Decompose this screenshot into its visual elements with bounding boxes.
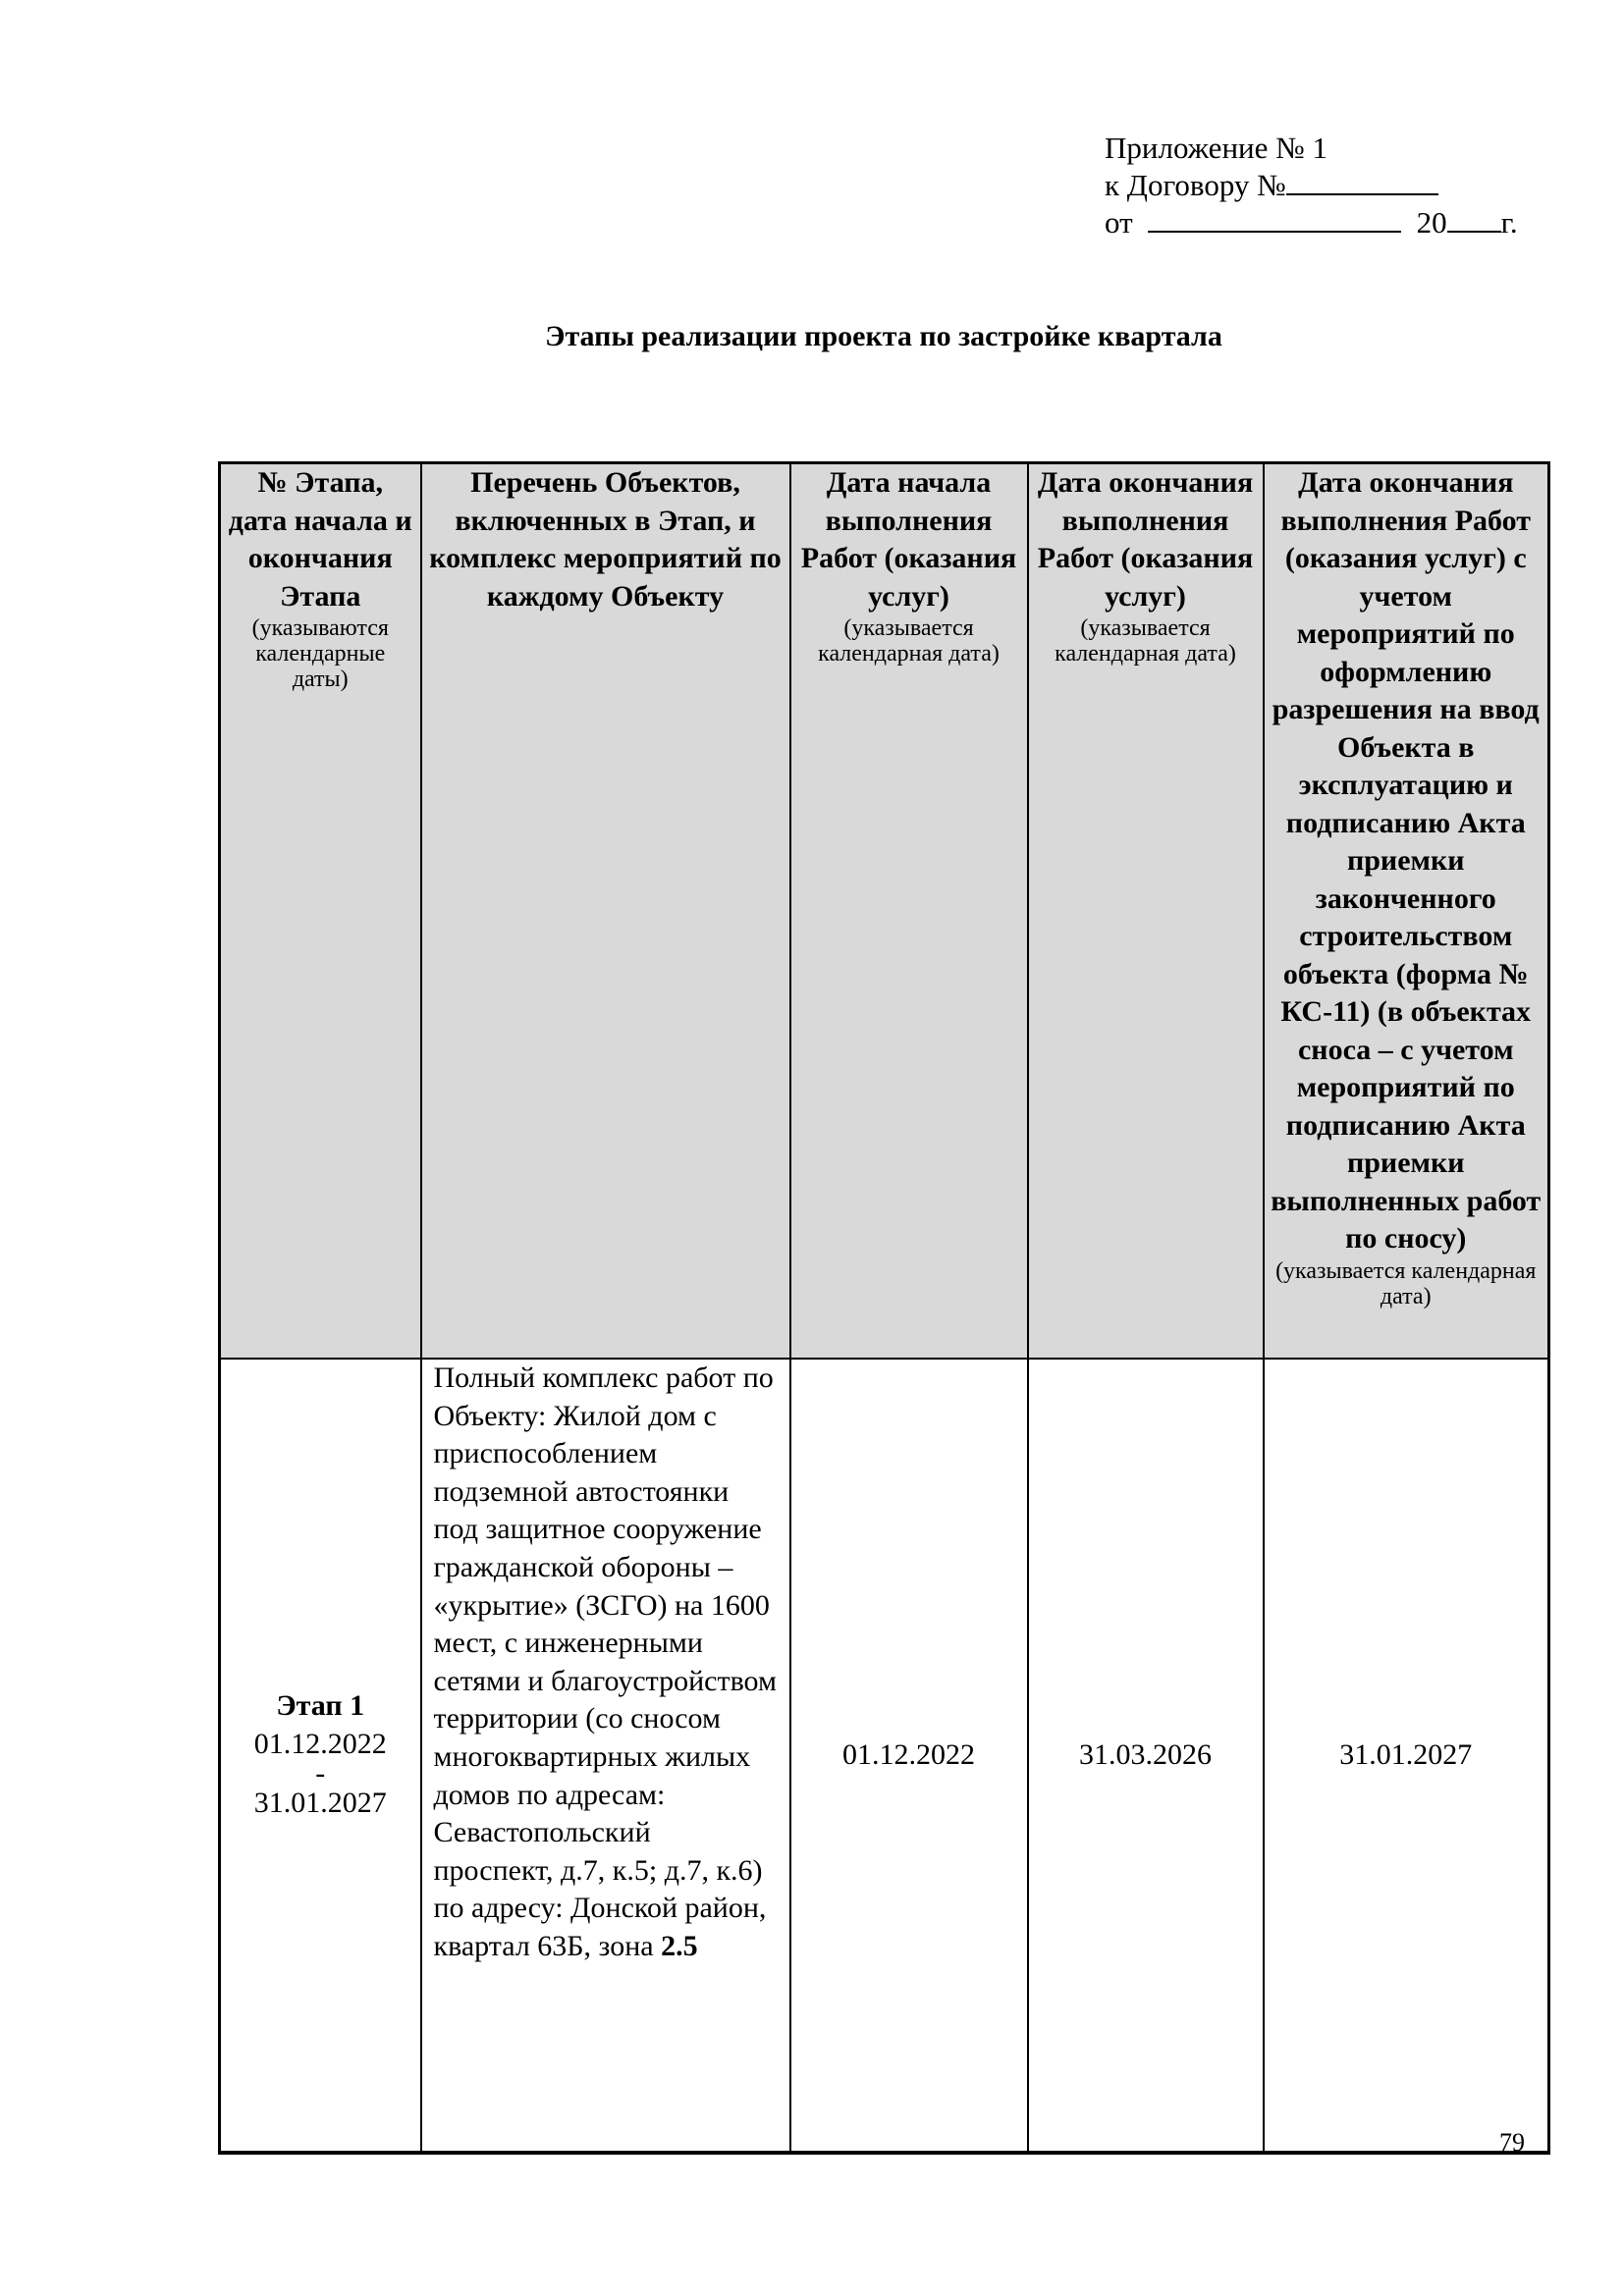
cell-objects (421, 1359, 790, 2153)
contract-number-blank (1286, 168, 1438, 195)
stage-end: 31.01.2027 (253, 1787, 387, 1820)
cell-final-date: 31.01.2027 (1264, 1359, 1549, 2153)
date-blank (1148, 205, 1401, 233)
header-stage-title: № Этапа, дата начала и окончания Этапа (228, 466, 412, 613)
annex-line-3 (1105, 204, 1518, 241)
header-final-date (1264, 463, 1549, 1360)
annex-line-1: Приложение № 1 (1105, 131, 1327, 165)
table-header-row (220, 463, 1549, 1360)
header-final-date-hint: (указывается календарная дата) (1275, 1257, 1537, 1309)
header-objects-title: Перечень Объектов, включенных в Этап, и комплекс мероприятий по каждому Объекту (429, 466, 782, 613)
year-blank (1447, 205, 1501, 233)
header-stage (220, 463, 421, 1360)
year-suffix: г. (1500, 205, 1518, 240)
page-number: 79 (1499, 2128, 1525, 2157)
stage-label: Этап 1 (276, 1689, 365, 1723)
objects-zone: 2.5 (661, 1929, 698, 1962)
header-start-date-hint: (указывается календарная дата) (818, 615, 1000, 667)
header-end-date-hint: (указывается календарная дата) (1055, 615, 1236, 667)
cell-start-date: 01.12.2022 (790, 1359, 1028, 2153)
header-objects (421, 463, 790, 1360)
annex-header (1105, 130, 1518, 241)
contract-number-label: к Договору № (1105, 168, 1286, 202)
date-prefix: от (1105, 205, 1133, 240)
year-prefix: 20 (1416, 205, 1447, 240)
objects-text: Полный комплекс работ по Объекту: Жилой дом с приспособлением подземной автостоянки под защитное сооружение гражданской обороны – «укрытие» (ЗСГО) на 1600 мест, с инженерными сетями и благоустройством территории (со сносом многоквартирных жилых домов по адресам: Севастопольский проспект, д.7, к.5; д.7, к.6) по адресу: Донской район, квартал 63Б, зона (433, 1362, 777, 1962)
cell-end-date: 31.03.2026 (1028, 1359, 1264, 2153)
stage-dash: - (315, 1757, 326, 1790)
header-start-date (790, 463, 1028, 1360)
document-title: Этапы реализации проекта по застройке квартала (545, 320, 1222, 352)
annex-line-2 (1105, 167, 1518, 204)
header-end-date (1028, 463, 1264, 1360)
cell-stage (220, 1359, 421, 2153)
stage-start: 01.12.2022 (253, 1727, 387, 1760)
header-final-date-title: Дата окончания выполнения Работ (оказания услуг) с учетом мероприятий по оформлению разрешения на ввод Объекта в эксплуатацию и подписанию Акта приемки законченного строительством объекта (форма № КС-11) (в объектах сноса – с учетом мероприятий по подписанию Акта приемки выполненных работ по сносу) (1271, 466, 1542, 1255)
header-end-date-title: Дата окончания выполнения Работ (оказания услуг) (1037, 466, 1254, 613)
header-stage-hint: (указываются календарные даты) (251, 615, 389, 692)
stages-table (218, 461, 1550, 2155)
header-start-date-title: Дата начала выполнения Работ (оказания услуг) (800, 466, 1017, 613)
table-row (220, 1359, 1549, 2153)
